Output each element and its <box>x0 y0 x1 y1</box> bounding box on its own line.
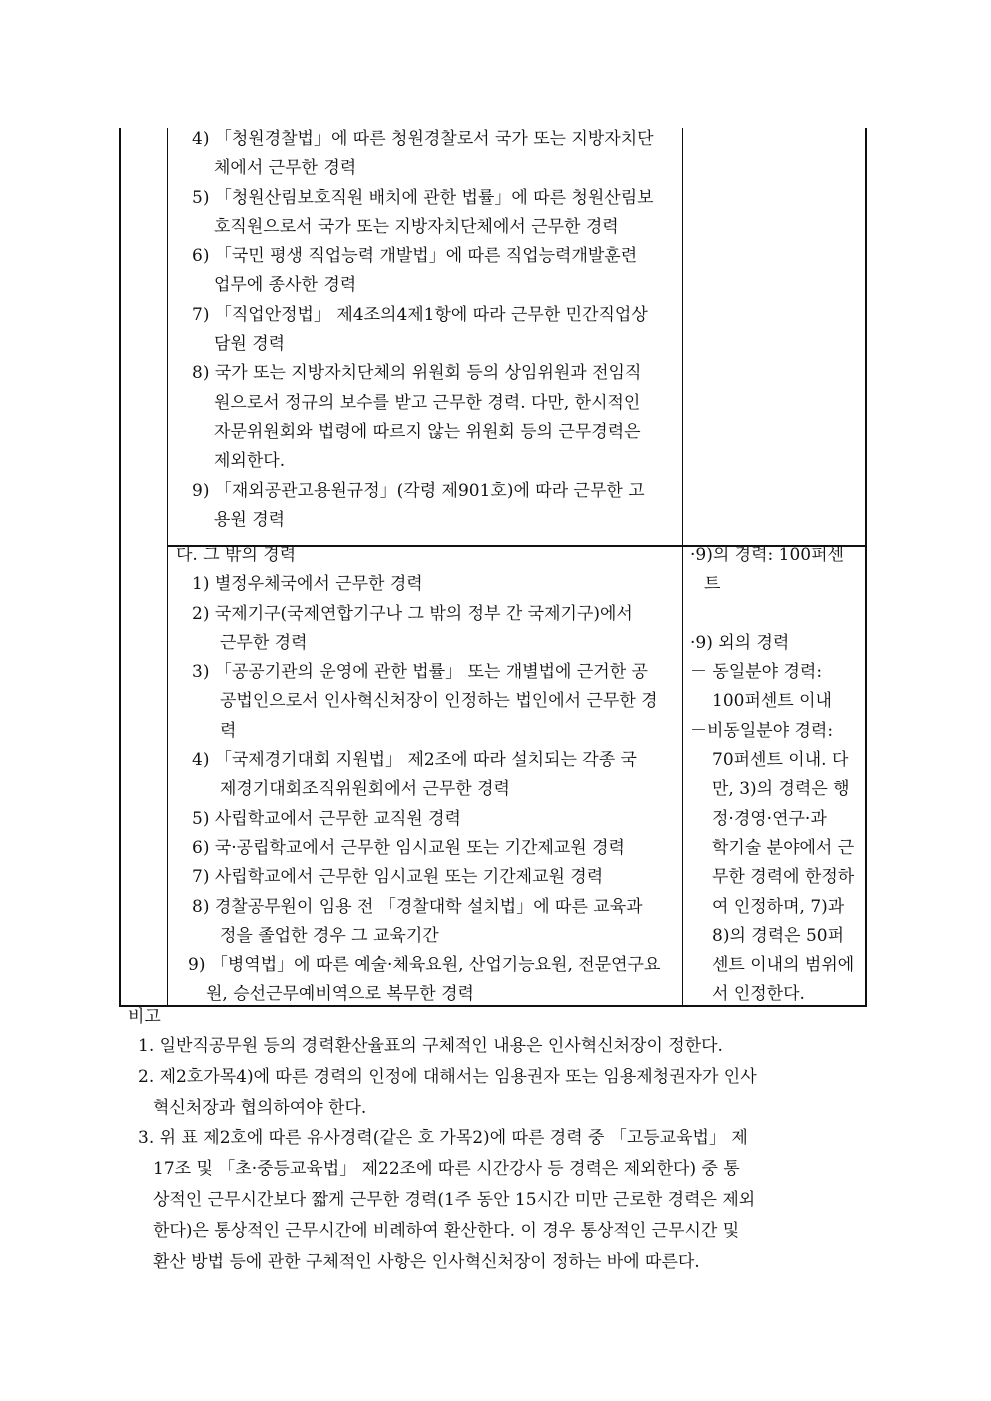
side-line: 무한 경력에 한정하 <box>712 867 855 888</box>
side-line: 8)의 경력은 50퍼 <box>712 925 844 946</box>
table-inner-left-border <box>167 128 168 1006</box>
list-item: 5) 사립학교에서 근무한 교직원 경력 <box>192 808 461 829</box>
list-item-cont: 근무한 경력 <box>220 632 308 653</box>
side-line: ·9) 외의 경력 <box>690 632 790 653</box>
list-item-cont: 력 <box>220 720 237 741</box>
list-item: 8) 국가 또는 지방자치단체의 위원회 등의 상임위원과 전임직 <box>192 363 642 384</box>
side-line: ·9)의 경력: 100퍼센 <box>690 545 844 565</box>
side-line: 여 인정하며, 7)과 <box>712 896 845 917</box>
list-item-cont: 원으로서 정규의 보수를 받고 근무한 경력. 다만, 한시적인 <box>214 392 641 413</box>
list-item-cont: 정을 졸업한 경우 그 교육기간 <box>220 925 439 946</box>
section-heading: 다. 그 밖의 경력 <box>176 545 297 565</box>
list-item: 4) 「국제경기대회 지원법」 제2조에 따라 설치되는 각종 국 <box>192 750 637 771</box>
remark-item-cont: 환산 방법 등에 관한 구체적인 사항은 인사혁신처장이 정하는 바에 따른다. <box>153 1251 700 1272</box>
side-spacer <box>690 600 862 629</box>
list-item: 6) 「국민 평생 직업능력 개발법」에 따른 직업능력개발훈련 <box>192 246 638 267</box>
side-line: 학기술 분야에서 근 <box>712 837 855 858</box>
list-item-cont: 자문위원회와 법령에 따르지 않는 위원회 등의 근무경력은 <box>214 421 641 442</box>
list-item-cont: 제경기대회조직위원회에서 근무한 경력 <box>220 779 510 800</box>
side-column <box>690 541 862 1010</box>
side-line: 70퍼센트 이내. 다 <box>712 750 849 771</box>
list-item: 7) 사립학교에서 근무한 임시교원 또는 기간제교원 경력 <box>192 867 604 888</box>
list-item-cont: 용원 경력 <box>214 509 286 530</box>
remark-item-cont: 17조 및 「초·중등교육법」 제22조에 따른 시간강사 등 경력은 제외한다) 중 통 <box>153 1159 740 1180</box>
remark-item: 2. 제2호가목4)에 따른 경력의 인정에 대해서는 임용권자 또는 임용제청권자가 인사 <box>138 1066 757 1087</box>
side-line: 서 인정한다. <box>712 984 805 1005</box>
list-item: 5) 「청원산림보호직원 배치에 관한 법률」에 따른 청원산림보 <box>192 187 654 208</box>
side-line: －비동일분야 경력: <box>690 720 834 741</box>
remark-item-cont: 혁신처장과 협의하여야 한다. <box>153 1097 367 1118</box>
list-item-cont: 제외한다. <box>214 451 286 472</box>
list-item: 3) 「공공기관의 운영에 관한 법률」 또는 개별법에 근거한 공 <box>192 662 648 683</box>
list-item: 6) 국·공립학교에서 근무한 임시교원 또는 기간제교원 경력 <box>192 837 625 858</box>
table-column-divider <box>682 128 683 1006</box>
list-item-cont: 호직원으로서 국가 또는 지방자치단체에서 근무한 경력 <box>214 216 619 237</box>
upper-section <box>192 125 678 535</box>
table-left-border <box>119 128 121 1006</box>
side-line: － 동일분야 경력: <box>690 662 823 683</box>
list-item-cont: 업무에 종사한 경력 <box>214 275 357 296</box>
list-item: 4) 「청원경찰법」에 따른 청원경찰로서 국가 또는 지방자치단 <box>192 129 654 149</box>
lower-section <box>176 541 680 1010</box>
side-line: 센트 이내의 범위에 <box>712 955 855 976</box>
list-item: 9) 「재외공관고용원규정」(각령 제901호)에 따라 근무한 고 <box>192 480 645 501</box>
side-line: 만, 3)의 경력은 행 <box>712 779 850 800</box>
list-item-cont: 담원 경력 <box>214 334 286 355</box>
list-item: 7) 「직업안정법」 제4조의4제1항에 따라 근무한 민간직업상 <box>192 304 648 325</box>
remark-item: 3. 위 표 제2호에 따른 유사경력(같은 호 가목2)에 따른 경력 중 「고등교육법」 제 <box>138 1128 748 1149</box>
list-item: 8) 경찰공무원이 임용 전 「경찰대학 설치법」에 따른 교육과 <box>192 896 643 917</box>
remark-item-cont: 상적인 근무시간보다 짧게 근무한 경력(1주 동안 15시간 미만 근로한 경력은 제외 <box>153 1189 756 1210</box>
list-item-cont: 원, 승선근무예비역으로 복무한 경력 <box>206 984 474 1005</box>
table-right-border <box>865 128 867 1006</box>
remarks <box>128 1003 868 1277</box>
list-item: 1) 별정우체국에서 근무한 경력 <box>192 574 423 595</box>
list-item: 2) 국제기구(국제연합기구나 그 밖의 정부 간 국제기구)에서 <box>192 603 633 624</box>
remark-item: 1. 일반직공무원 등의 경력환산율표의 구체적인 내용은 인사혁신처장이 정한다. <box>138 1036 723 1056</box>
list-item-cont: 체에서 근무한 경력 <box>214 158 357 179</box>
side-line: 100퍼센트 이내 <box>712 691 832 712</box>
list-item-cont: 공법인으로서 인사혁신처장이 인정하는 법인에서 근무한 경 <box>220 691 658 712</box>
list-item: 9) 「병역법」에 따른 예술·체육요원, 산업기능요원, 전문연구요 <box>188 955 661 976</box>
side-line: 트 <box>704 574 721 595</box>
remarks-heading: 비고 <box>128 1007 161 1027</box>
remark-item-cont: 한다)은 통상적인 근무시간에 비례하여 환산한다. 이 경우 통상적인 근무시간 및 <box>153 1220 740 1241</box>
side-line: 정·경영·연구·과 <box>712 808 827 829</box>
